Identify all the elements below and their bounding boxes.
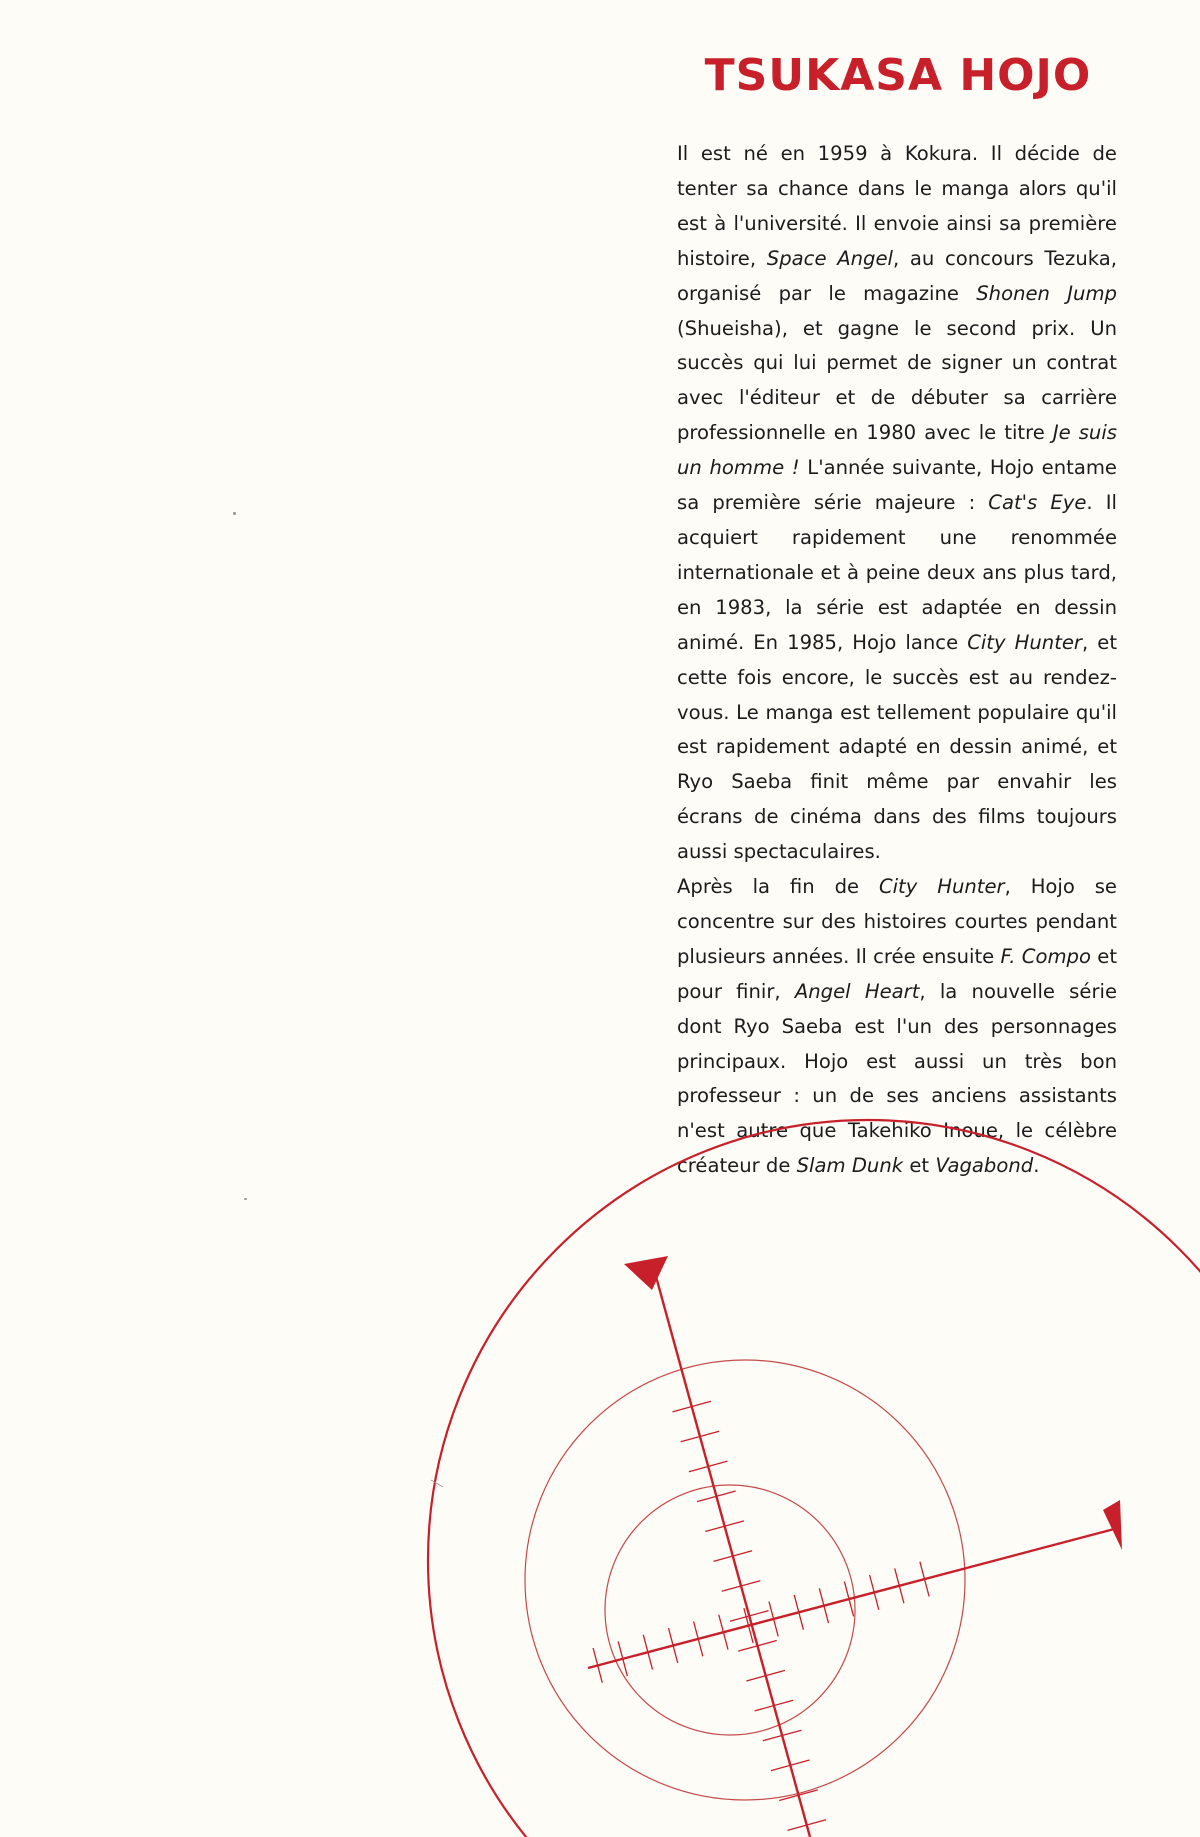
text-run: L'année suivante, Hojo entame sa première série majeure : — [677, 456, 1117, 515]
work-title: City Hunter — [878, 875, 1005, 899]
text-run: . Il acquiert rapidement une renommée internationale et à peine deux ans plus tard, en 1983, la série est adaptée en dessin animé. En 1985, Hojo lance — [677, 491, 1117, 654]
dust-speck — [233, 512, 236, 515]
work-title: Slam Dunk — [796, 1154, 904, 1178]
top-triangle-marker — [624, 1256, 668, 1290]
outer-ring — [428, 1120, 1200, 1837]
author-name-title: TSUKASA HOJO — [704, 50, 1092, 101]
work-title: Cat's Eye — [988, 491, 1087, 515]
text-run: et pour finir, — [677, 944, 1118, 1003]
text-run: Il est né en 1959 à Kokura. Il décide de tenter sa chance dans le manga alors qu'il est à l'université. Il envoie ainsi sa première histoire, — [677, 142, 1117, 270]
horizontal-crosshair-line — [588, 1528, 1118, 1668]
vertical-crosshair-line — [652, 1262, 810, 1837]
text-run: (Shueisha), et gagne le second prix. Un succès qui lui permet de signer un contrat avec l'éditeur et de débuter sa carrière professionnelle en 1980 avec le titre — [677, 316, 1117, 445]
text-run: et — [903, 1154, 936, 1178]
work-title: Je suis un homme ! — [677, 421, 1118, 480]
work-title: Space Angel — [766, 246, 893, 270]
text-run: , et cette fois encore, le succès est au rendez-vous. Le manga est tellement populaire qu'il est rapidement adapté en dessin animé, et Ryo Saeba finit même par envahir les écrans de cinéma dans des films toujours aussi spectaculaires. — [677, 630, 1118, 864]
text-run: . — [1033, 1154, 1040, 1178]
right-triangle-marker — [1103, 1500, 1122, 1550]
inner-ring — [605, 1485, 855, 1735]
work-title: Shonen Jump — [976, 281, 1117, 305]
work-title: F. Compo — [1000, 944, 1091, 968]
text-run: , la nouvelle série dont Ryo Saeba est l'un des personnages principaux. Hojo est aussi un très bon professeur : un de ses anciens assistants n'est autre que Takehiko Inoue, le célèbre créateur de — [677, 979, 1117, 1178]
text-run: , au concours Tezuka, organisé par le magazine — [677, 246, 1117, 305]
text-run: , Hojo se concentre sur des histoires courtes pendant plusieurs années. Il crée ensuite — [677, 875, 1117, 968]
text-run: Après la fin de — [677, 875, 879, 899]
dust-speck — [244, 1198, 247, 1200]
work-title: Angel Heart — [794, 979, 920, 1003]
work-title: Vagabond — [935, 1154, 1034, 1178]
work-title: City Hunter — [967, 630, 1082, 654]
